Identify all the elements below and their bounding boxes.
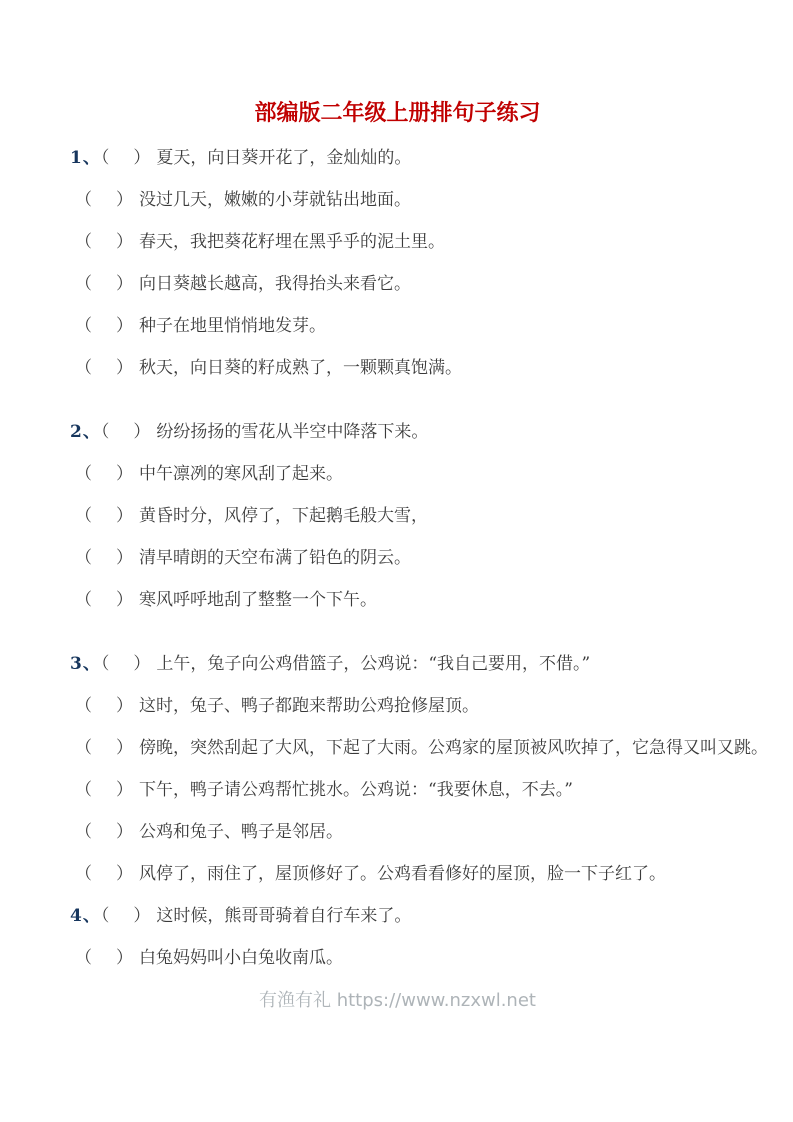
answer-blank bbox=[92, 330, 116, 331]
sentence-row bbox=[70, 653, 725, 675]
paren-close: ） bbox=[116, 548, 133, 568]
sentence-row bbox=[70, 273, 725, 295]
answer-blank bbox=[92, 288, 116, 289]
paren-close: ） bbox=[133, 906, 151, 926]
paren-close: ） bbox=[116, 822, 133, 842]
sentence-text: 寒风呼呼地刮了整整一个下午。 bbox=[139, 590, 377, 610]
paren-close: ） bbox=[116, 232, 133, 252]
sentence-text: 夏天，向日葵开花了，金灿灿的。 bbox=[156, 148, 412, 168]
paren-open: （ bbox=[75, 316, 92, 336]
answer-blank bbox=[92, 562, 116, 563]
paren-open: （ bbox=[100, 654, 110, 674]
sentence-text: 上午，兔子向公鸡借篮子，公鸡说：“我自己要用，不借。” bbox=[156, 654, 591, 674]
sentence-text: 这时候，熊哥哥骑着自行车来了。 bbox=[156, 906, 412, 926]
sentence-text: 白兔妈妈叫小白兔收南瓜。 bbox=[139, 948, 343, 968]
answer-blank bbox=[92, 478, 116, 479]
paren-open: （ bbox=[75, 864, 92, 884]
paren-open: （ bbox=[100, 422, 110, 442]
sentence-text: 种子在地里悄悄地发芽。 bbox=[139, 316, 326, 336]
sentence-row bbox=[70, 737, 768, 759]
sentence-row bbox=[70, 505, 725, 527]
page-title: 部编版二年级上册排句子练习 bbox=[254, 100, 541, 126]
sentence-row bbox=[70, 315, 725, 337]
sentence-row bbox=[70, 547, 725, 569]
sentence-row bbox=[70, 589, 725, 611]
paren-open: （ bbox=[75, 274, 92, 294]
sentence-row bbox=[70, 463, 725, 485]
paren-open: （ bbox=[75, 506, 92, 526]
paren-open: （ bbox=[100, 148, 110, 168]
paren-close: ） bbox=[133, 422, 151, 442]
sentence-row bbox=[70, 189, 725, 211]
sentence-text: 清早晴朗的天空布满了铅色的阴云。 bbox=[139, 548, 411, 568]
paren-close: ） bbox=[116, 738, 133, 758]
paren-close: ） bbox=[116, 864, 133, 884]
sentence-row bbox=[70, 147, 725, 169]
sentence-text: 纷纷扬扬的雪花从半空中降落下来。 bbox=[156, 422, 429, 442]
paren-open: （ bbox=[75, 738, 92, 758]
question-number: 1、 bbox=[70, 148, 101, 168]
question-1 bbox=[70, 147, 725, 379]
paren-close: ） bbox=[116, 590, 133, 610]
paren-close: ） bbox=[116, 358, 133, 378]
paren-open: （ bbox=[75, 358, 92, 378]
paren-open: （ bbox=[75, 948, 92, 968]
paren-close: ） bbox=[116, 274, 133, 294]
answer-blank bbox=[92, 836, 116, 837]
question-4 bbox=[70, 905, 725, 969]
sentence-row bbox=[70, 905, 725, 927]
paren-close: ） bbox=[116, 464, 133, 484]
sentence-text: 公鸡和兔子、鸭子是邻居。 bbox=[139, 822, 343, 842]
answer-blank bbox=[109, 436, 133, 437]
paren-open: （ bbox=[75, 464, 92, 484]
answer-blank bbox=[109, 668, 133, 669]
paren-open: （ bbox=[75, 548, 92, 568]
sentence-text: 向日葵越长越高，我得抬头来看它。 bbox=[139, 274, 411, 294]
paren-close: ） bbox=[116, 506, 133, 526]
paren-close: ） bbox=[116, 190, 133, 210]
paren-open: （ bbox=[100, 906, 110, 926]
sentence-text: 下午，鸭子请公鸡帮忙挑水。公鸡说：“我要休息，不去。” bbox=[139, 780, 573, 800]
question-2 bbox=[70, 421, 725, 611]
answer-blank bbox=[109, 920, 133, 921]
question-number: 3、 bbox=[70, 654, 101, 674]
answer-blank bbox=[92, 710, 116, 711]
sentence-text: 秋天，向日葵的籽成熟了，一颗颗真饱满。 bbox=[139, 358, 462, 378]
paren-open: （ bbox=[75, 190, 92, 210]
paren-close: ） bbox=[116, 316, 133, 336]
sentence-row bbox=[70, 947, 725, 969]
paren-open: （ bbox=[75, 232, 92, 252]
answer-blank bbox=[92, 752, 116, 753]
answer-blank bbox=[92, 794, 116, 795]
answer-blank bbox=[109, 162, 133, 163]
answer-blank bbox=[92, 604, 116, 605]
answer-blank bbox=[92, 372, 116, 373]
paren-open: （ bbox=[75, 822, 92, 842]
sentence-text: 春天，我把葵花籽埋在黑乎乎的泥土里。 bbox=[139, 232, 445, 252]
question-number: 2、 bbox=[70, 422, 101, 442]
paren-open: （ bbox=[75, 696, 92, 716]
paren-open: （ bbox=[75, 780, 92, 800]
answer-blank bbox=[92, 962, 116, 963]
sentence-text: 傍晚，突然刮起了大风，下起了大雨。公鸡家的屋顶被风吹掉了，它急得又叫又跳。 bbox=[139, 738, 768, 758]
sentence-row bbox=[70, 779, 725, 801]
question-3 bbox=[70, 653, 768, 885]
sentence-row bbox=[70, 421, 725, 443]
paren-close: ） bbox=[133, 654, 151, 674]
question-number: 4、 bbox=[70, 906, 101, 926]
paren-close: ） bbox=[116, 696, 133, 716]
answer-blank bbox=[92, 520, 116, 521]
sentence-row bbox=[70, 357, 725, 379]
paren-close: ） bbox=[116, 948, 133, 968]
sentence-row bbox=[70, 863, 725, 885]
sentence-text: 黄昏时分，风停了，下起鹅毛般大雪， bbox=[139, 506, 428, 526]
sentence-row bbox=[70, 231, 725, 253]
paren-close: ） bbox=[133, 148, 151, 168]
sentence-text: 风停了，雨住了，屋顶修好了。公鸡看看修好的屋顶，脸一下子红了。 bbox=[139, 864, 666, 884]
sentence-row bbox=[70, 695, 725, 717]
footer-watermark: 有渔有礼 https://www.nzxwl.net bbox=[259, 990, 536, 1011]
sentence-text: 没过几天，嫩嫩的小芽就钻出地面。 bbox=[139, 190, 411, 210]
answer-blank bbox=[92, 246, 116, 247]
sentence-text: 这时，兔子、鸭子都跑来帮助公鸡抢修屋顶。 bbox=[139, 696, 479, 716]
answer-blank bbox=[92, 204, 116, 205]
answer-blank bbox=[92, 878, 116, 879]
paren-open: （ bbox=[75, 590, 92, 610]
sentence-row bbox=[70, 821, 725, 843]
sentence-text: 中午凛冽的寒风刮了起来。 bbox=[139, 464, 343, 484]
paren-close: ） bbox=[116, 780, 133, 800]
